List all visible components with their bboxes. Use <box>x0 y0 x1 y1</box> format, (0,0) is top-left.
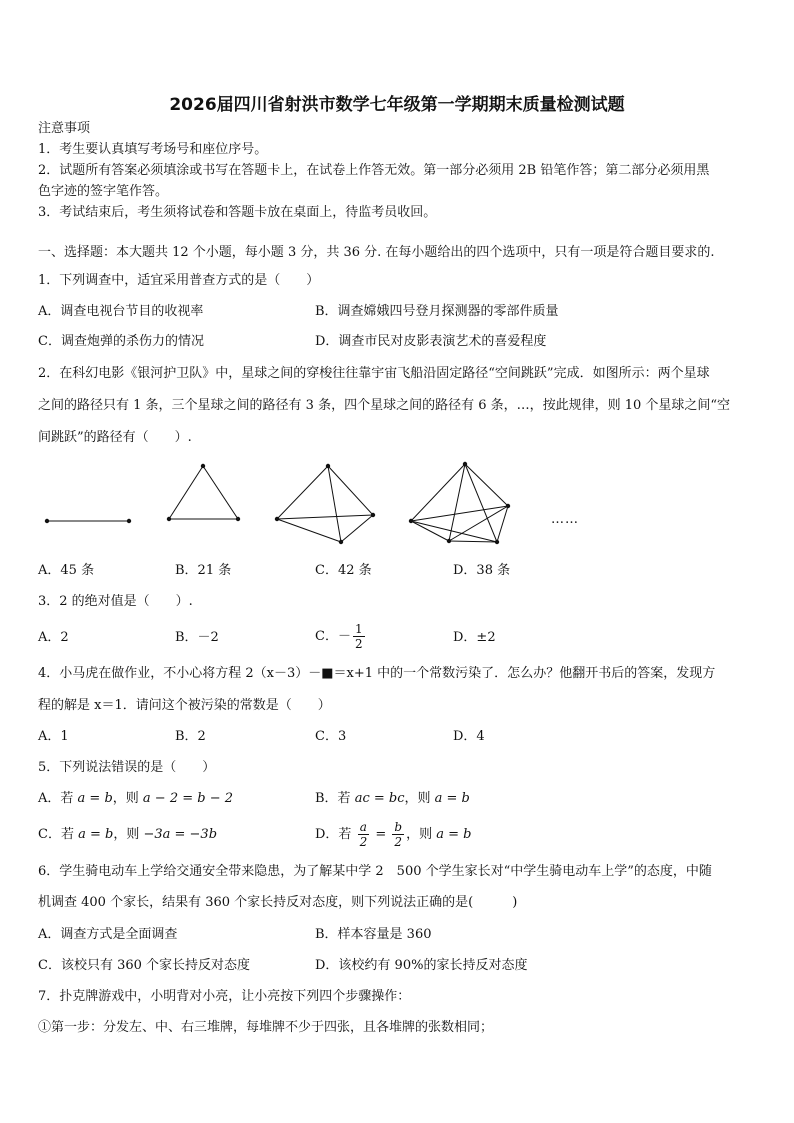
fraction <box>353 622 365 651</box>
q1-option-a: A．调查电视台节目的收视率 <box>38 304 204 319</box>
question-6-line: 机调查 400 个家长，结果有 360 个家长持反对态度，则下列说法正确的是( ) <box>38 895 518 910</box>
planet-path-figures <box>40 455 540 555</box>
notice-item: 2．试题所有答案必须填涂或书写在答题卡上，在试卷上作答无效。第一部分必须用 2B 铅笔作答；第二部分必须用黑 <box>38 163 710 178</box>
fraction-denominator: 2 <box>354 637 363 651</box>
section-heading: 一、选择题：本大题共 12 个小题，每小题 3 分，共 36 分. 在每小题给出的四个选项中，只有一项是符合题目要求的. <box>38 245 715 260</box>
q1-option-b: B．调查嫦娥四号登月探测器的零部件质量 <box>315 304 559 319</box>
math-expression: −3a = −3b <box>143 827 218 842</box>
fraction <box>358 820 370 849</box>
option-connector: ，则 <box>404 791 435 806</box>
math-expression: a = b <box>78 827 114 842</box>
question-5-stem: 5．下列说法错误的是（ ） <box>38 760 216 775</box>
q3-option-b: B．－2 <box>175 630 219 645</box>
question-2-line: 2．在科幻电影《银河护卫队》中，星球之间的穿梭往往靠宇宙飞船沿固定路径“空间跳跃”完成．如图所示：两个星球 <box>38 366 710 381</box>
fraction <box>392 820 404 849</box>
fraction-numerator: 1 <box>354 622 363 636</box>
q5-option-b <box>315 791 470 807</box>
fraction-denominator: 2 <box>359 835 368 849</box>
figure-two-planets <box>45 519 131 523</box>
fraction-numerator: b <box>394 820 403 834</box>
fraction-numerator: a <box>358 820 370 835</box>
notice-item: 3．考试结束后，考生须将试卷和答题卡放在桌面上，待监考员收回。 <box>38 205 437 220</box>
figure-four-planets <box>275 464 375 544</box>
q2-option-b: B．21 条 <box>175 563 232 578</box>
question-4-line: 4．小马虎在做作业，不小心将方程 2（x－3）－■＝x+1 中的一个常数污染了．怎么办？他翻开书后的答案，发现方 <box>38 666 716 681</box>
ellipsis: …… <box>551 512 579 527</box>
q3-option-c-prefix: C．－ <box>315 629 351 644</box>
question-3-stem: 3．2 的绝对值是（ ）. <box>38 594 193 609</box>
notice-item: 色字迹的签字笔作答。 <box>38 184 169 199</box>
q6-option-c: C．该校只有 360 个家长持反对态度 <box>38 958 251 973</box>
math-expression: a − 2 = b − 2 <box>142 791 233 806</box>
q3-option-c <box>315 619 367 655</box>
q4-option-b: B．2 <box>175 729 206 744</box>
q4-option-c: C．3 <box>315 729 347 744</box>
question-1-stem: 1．下列调查中，适宜采用普查方式的是（ ） <box>38 273 320 288</box>
math-expression: ac = bc <box>354 791 405 806</box>
q4-option-a: A．1 <box>38 729 69 744</box>
q4-option-d: D．4 <box>453 729 485 744</box>
question-4-line: 程的解是 x＝1．请问这个被污染的常数是（ ） <box>38 698 331 713</box>
q3-option-a: A．2 <box>38 630 69 645</box>
q5-option-d <box>315 816 471 854</box>
q2-option-d: D．38 条 <box>453 563 511 578</box>
question-7-line: 7．扑克牌游戏中，小明背对小亮，让小亮按下列四个步骤操作： <box>38 989 411 1004</box>
q6-option-a: A．调查方式是全面调查 <box>38 927 178 942</box>
fraction-denominator: 2 <box>394 835 403 849</box>
math-expression: a = b <box>77 791 113 806</box>
q2-option-a: A．45 条 <box>38 563 95 578</box>
q6-option-b: B．样本容量是 360 <box>315 927 432 942</box>
math-expression: a = b <box>434 791 470 806</box>
option-prefix: A．若 <box>38 791 78 806</box>
question-7-line: ①第一步：分发左、中、右三堆牌，每堆牌不少于四张，且各堆牌的张数相同； <box>38 1020 494 1035</box>
question-6-line: 6．学生骑电动车上学给交通安全带来隐患，为了解某中学 2 500 个学生家长对“中学生骑电动车上学”的态度，中随 <box>38 864 712 879</box>
option-prefix: D．若 <box>315 827 356 842</box>
option-prefix: C．若 <box>38 827 79 842</box>
q2-option-c: C．42 条 <box>315 563 372 578</box>
equals-sign: = <box>371 827 391 842</box>
page-title: 2026届四川省射洪市数学七年级第一学期期末质量检测试题 <box>169 95 625 115</box>
notice-item: 1．考生要认真填写考场号和座位序号。 <box>38 142 268 157</box>
option-prefix: B．若 <box>315 791 355 806</box>
q1-option-c: C．调查炮弹的杀伤力的情况 <box>38 334 204 349</box>
option-connector: ，则 <box>112 791 143 806</box>
figure-five-planets <box>409 462 510 544</box>
option-connector: ，则 <box>113 827 144 842</box>
q3-option-d: D．±2 <box>453 630 496 645</box>
notice-heading: 注意事项 <box>38 121 91 136</box>
option-connector: ，则 <box>406 827 437 842</box>
q1-option-d: D．调查市民对皮影表演艺术的喜爱程度 <box>315 334 547 349</box>
question-2-line: 间跳跃”的路径有（ ）. <box>38 430 192 445</box>
q5-option-c <box>38 827 217 843</box>
figure-three-planets <box>167 464 240 521</box>
q6-option-d: D．该校约有 90%的家长持反对态度 <box>315 958 528 973</box>
q5-option-a <box>38 791 233 807</box>
question-2-line: 之间的路径只有 1 条，三个星球之间的路径有 3 条，四个星球之间的路径有 6 条，…，按此规律，则 10 个星球之间“空 <box>38 398 731 413</box>
math-expression: a = b <box>436 827 472 842</box>
